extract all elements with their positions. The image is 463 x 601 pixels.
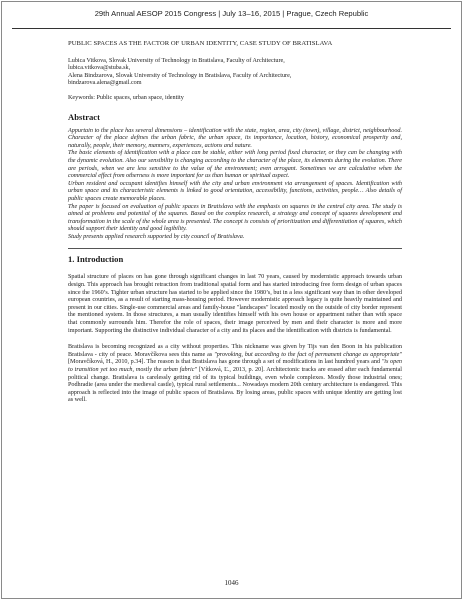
abstract-paragraph: Study presents applied research supported by city council of Bratislava. [68, 233, 245, 240]
author-block [68, 58, 402, 88]
page-number: 1046 [224, 579, 239, 587]
author-email: lubica.vitkova@stuba.sk, [68, 65, 131, 72]
header-rule [12, 28, 451, 29]
abstract-heading: Abstract [68, 111, 100, 122]
abstract-paragraph: Appurtain to the place has several dimensions – identification with the state, region, area, city (town), village, district, neighbourhood. Character of the place defines the urban fabric, the urban space, its importance, location, history, economical prosperity and, naturally, people, their memory, manners, experiences, actions and nature. [68, 127, 402, 149]
abstract-section [68, 112, 402, 242]
body-paragraph: Bratislava is becoming recognized as a city without properties. This nickname was given by Tijs van den Boon in his publication Bratislava - city of peace. Moravčíkova sees this name as "provoking, but according to the fact of permanent change as appropriate" [Moravčíková, H., 2010, p.34]. The reason is that Bratislava has gone through a set of modifications in last hundred years and "is open to transition yet too much, mostly the urban fabric" [Vítková, Ľ., 2013, p. 20]. Architectonic tracks are erased after each fundamental political change. Bratislava is carelessly getting rid of its typical buildings, even whole complexes. Mostly those industrial ones; Podhradie (area under the medieval castle), typical rural settlements... Nowadays modern 20th century architecture is endangered. This approach is reflected into the image of public spaces of Bratislava. By losing areas, public spaces with unique identity are getting lost as well. [68, 344, 402, 404]
author-email: bindzarova.alena@gmail.com [68, 80, 142, 87]
author-line: Lubica Vitkova, Slovak University of Technology in Bratislava, Faculty of Architecture, [68, 57, 285, 64]
section-divider [68, 248, 402, 249]
body-paragraph: Spatial structure of places on has gone through significant changes in last 70 years, caused by modernistic approach towards urban design. This approach has brought retraction from traditional spatial form and has started introducing free form design of urban spaces since the 1960’s. Tighter urban structure has started to be applied since the 1980’s, but in a less significant way than in other developed european countries, as a result of starting mass-housing period. However modernistic approach legacy is quite heavily maintained and present in our cities. Single-use commercial areas and family-house "landscapes" located mostly on the outside of city border represent the mentioned system. In those structures, a man usually identifies himself with his own house or appartment rather than with space that commonly surrounds him. Therefor the role of spaces, their image perceived by men and their character is more and more important. Supporting the distinctive individual character of a city and its places and the identification with districts is fundamental. [68, 274, 402, 334]
page-content [68, 40, 402, 414]
quote-italic: "provoking, but according to the fact of permanent change as appropriate" [214, 351, 402, 358]
quote-italic: "is open to transition yet too much, mostly the urban fabric" [68, 359, 402, 373]
keywords: Keywords: Public spaces, urban space, identity [68, 94, 184, 101]
paper-title: PUBLIC SPACES AS THE FACTOR OF URBAN IDENTITY, CASE STUDY OF BRATISLAVA [68, 40, 333, 47]
author-line: Alena Bindzarova, Slovak University of Technology in Bratislava, Faculty of Architecture, [68, 72, 292, 79]
conference-header: 29th Annual AESOP 2015 Congress | July 13–16, 2015 | Prague, Czech Republic [94, 9, 369, 18]
paper-page [1, 1, 462, 599]
introduction-heading: 1. Introduction [68, 254, 124, 265]
abstract-paragraph: The basic elements of identification with a place can be stable, either with long period fixed character, or they can be changing with the dynamic evolution. Also our sensibility is changing according to the character of the place, its elements during the evolution. There are periods, when we are less sensitive to the value of the environment; even arrogant. Sometimes we are calculative when the commercial effect from otherness is more important for us than human or spiritual aspect. [68, 150, 402, 180]
introduction-section [68, 254, 402, 405]
abstract-paragraph: Urban resident and occupant identifies himself with the city and urban environment via arrangement of spaces. Identification with urban space and its characteristic elements is linked to good orientation, accessibility, functions, activities, people… Also details of public spaces create memorable places. [68, 180, 402, 202]
abstract-paragraph: The paper is focused on evaluation of public spaces in Bratislava with the emphasis on squares in the central city area. The study is aimed at problems and potential of the squares. Based on the complex research, a strategy and concept of squares development and transformation in the scale of the whole area is presented. The concept is consists of prioritization and differentiation of squares, which should support their identity and good legibility. [68, 203, 402, 233]
